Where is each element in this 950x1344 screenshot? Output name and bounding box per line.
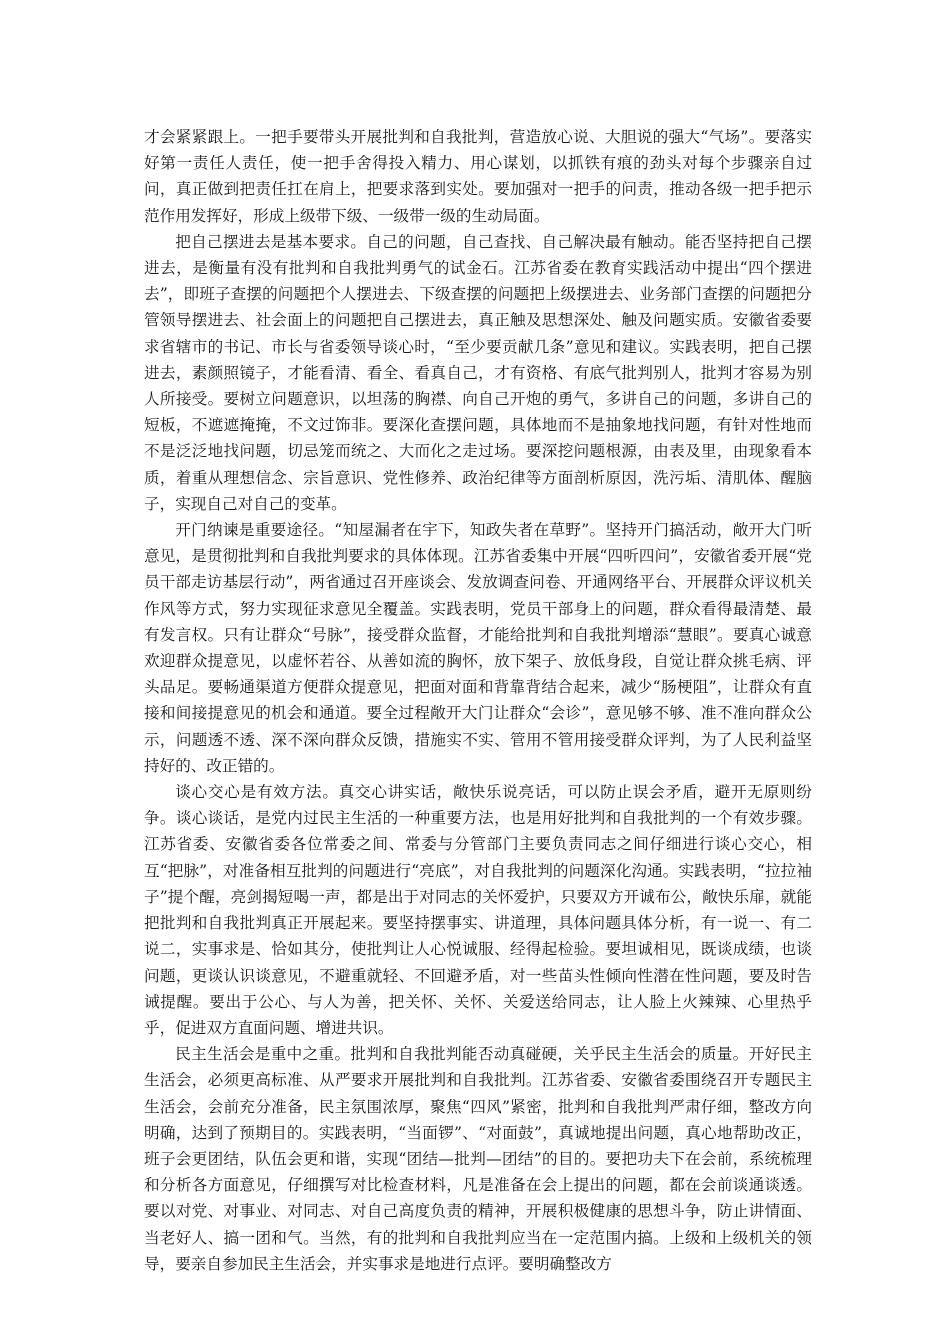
paragraph-leadership-continuation: 才会紧紧跟上。一把手要带头开展批判和自我批判，营造放心说、大胆说的强大“气场”。要落实好第一责任人责任，使一把手舍得投入精力、用心谋划，以抓铁有痕的劲头对每个步骤亲自过问，真正做到把责任扛在肩上，把要求落到实处。要加强对一把手的问责，推动各级一把手把示范作用发挥好，形成上级带下级、一级带一级的生动局面。 <box>144 128 812 225</box>
document-body <box>144 124 812 1277</box>
paragraph-heart-to-heart-talks: 谈心交心是有效方法。真交心讲实话，敞快乐说亮话，可以防止误会矛盾，避开无原则纷争。谈心谈话，是党内过民主生活的一种重要方法，也是用好批判和自我批判的一个有效步骤。江苏省委、安徽省委各位常委之间、常委与分管部门主要负责同志之间仔细进行谈心交心，相互“把脉”，对准备相互批判的问题进行“亮底”，对自我批判的问题深化沟通。实践表明，“拉拉袖子”提个醒，亮剑揭短喝一声，都是出于对同志的关怀爱护，只要双方开诚布公，敞快乐扉，就能把批判和自我批判真正开展起来。要坚持摆事实、讲道理，具体问题具体分析，有一说一、有二说二，实事求是、恰如其分，使批判让人心悦诚服、经得起检验。要坦诚相见，既谈成绩，也谈问题，更谈认识谈意见，不避重就轻、不回避矛盾，对一些苗头性倾向性潜在性问题，要及时告诫提醒。要出于公心、与人为善，把关怀、关怀、关爱送给同志，让人脸上火辣辣、心里热乎乎，促进双方直面问题、增进共识。 <box>144 783 812 1037</box>
paragraph-democratic-life-meeting: 民主生活会是重中之重。批判和自我批判能否动真碰硬，关乎民主生活会的质量。开好民主生活会，必须更高标准、从严要求开展批判和自我批判。江苏省委、安徽省委围绕召开专题民主生活会，会前充分准备，民主氛围浓厚，聚焦“四风”紧密，批判和自我批判严肃仔细，整改方向明确，达到了预期目的。实践表明，“当面锣”、“对面鼓”，真诚地提出问题，真心地帮助改正，班子会更团结，队伍会更和谐，实现“团结—批判—团结”的目的。要把功夫下在会前，系统梳理和分析各方面意见，仔细撰写对比检查材料，凡是准备在会上提出的问题，都在会前谈通谈透。要以对党、对事业、对同志、对自己高度负责的精神，开展积极健康的思想斗争，防止讲情面、当老好人、搞一团和气。当然，有的批判和自我批判应当在一定范围内搞。上级和上级机关的领导，要亲自参加民主生活会，并实事求是地进行点评。要明确整改方 <box>144 1045 812 1273</box>
paragraph-self-inclusion: 把自己摆进去是基本要求。自己的问题，自己查找、自己解决最有触动。能否坚持把自己摆进去，是衡量有没有批判和自我批判勇气的试金石。江苏省委在教育实践活动中提出“四个摆进去”，即班子查摆的问题把个人摆进去、下级查摆的问题把上级摆进去、业务部门查摆的问题把分管领导摆进去、社会面上的问题把自己摆进去，真正触及思想深处、触及问题实质。安徽省委要求省辖市的书记、市长与省委领导谈心时，“至少要贡献几条”意见和建议。实践表明，把自己摆进去，素颜照镜子，才能看清、看全、看真自己，才有资格、有底气批判别人，批判才容易为别人所接受。要树立问题意识，以坦荡的胸襟、向自己开炮的勇气，多讲自己的问题，多讲自己的短板，不遮遮掩掩，不文过饰非。要深化查摆问题，具体地而不是抽象地找问题，有针对性地而不是泛泛地找问题，切忌笼而统之、大而化之走过场。要深挖问题根源，由表及里，由现象看本质，着重从理想信念、宗旨意识、党性修养、政治纪律等方面剖析原因，洗污垢、清肌体、醒脑子，实现自己对自己的变革。 <box>144 232 812 513</box>
paragraph-open-door-advice: 开门纳谏是重要途径。“知屋漏者在宇下，知政失者在草野”。坚持开门搞活动，敞开大门听意见，是贯彻批判和自我批判要求的具体体现。江苏省委集中开展“四听四问”，安徽省委开展“党员干部走访基层行动”，两省通过召开座谈会、发放调查问卷、开通网络平台、开展群众评议机关作风等方式，努力实现征求意见全覆盖。实践表明，党员干部身上的问题，群众看得最清楚、最有发言权。只有让群众“号脉”，接受群众监督，才能给批判和自我批判增添“慧眼”。要真心诚意欢迎群众提意见，以虚怀若谷、从善如流的胸怀，放下架子、放低身段，自觉让群众挑毛病、评头品足。要畅通渠道方便群众提意见，把面对面和背靠背结合起来，减少“肠梗阻”，让群众有直接和间接提意见的机会和通道。要全过程敞开大门让群众“会诊”，意见够不够、准不准向群众公示，问题透不透、深不深向群众反馈，措施实不实、管用不管用接受群众评判，为了人民利益坚持好的、改正错的。 <box>144 521 812 775</box>
